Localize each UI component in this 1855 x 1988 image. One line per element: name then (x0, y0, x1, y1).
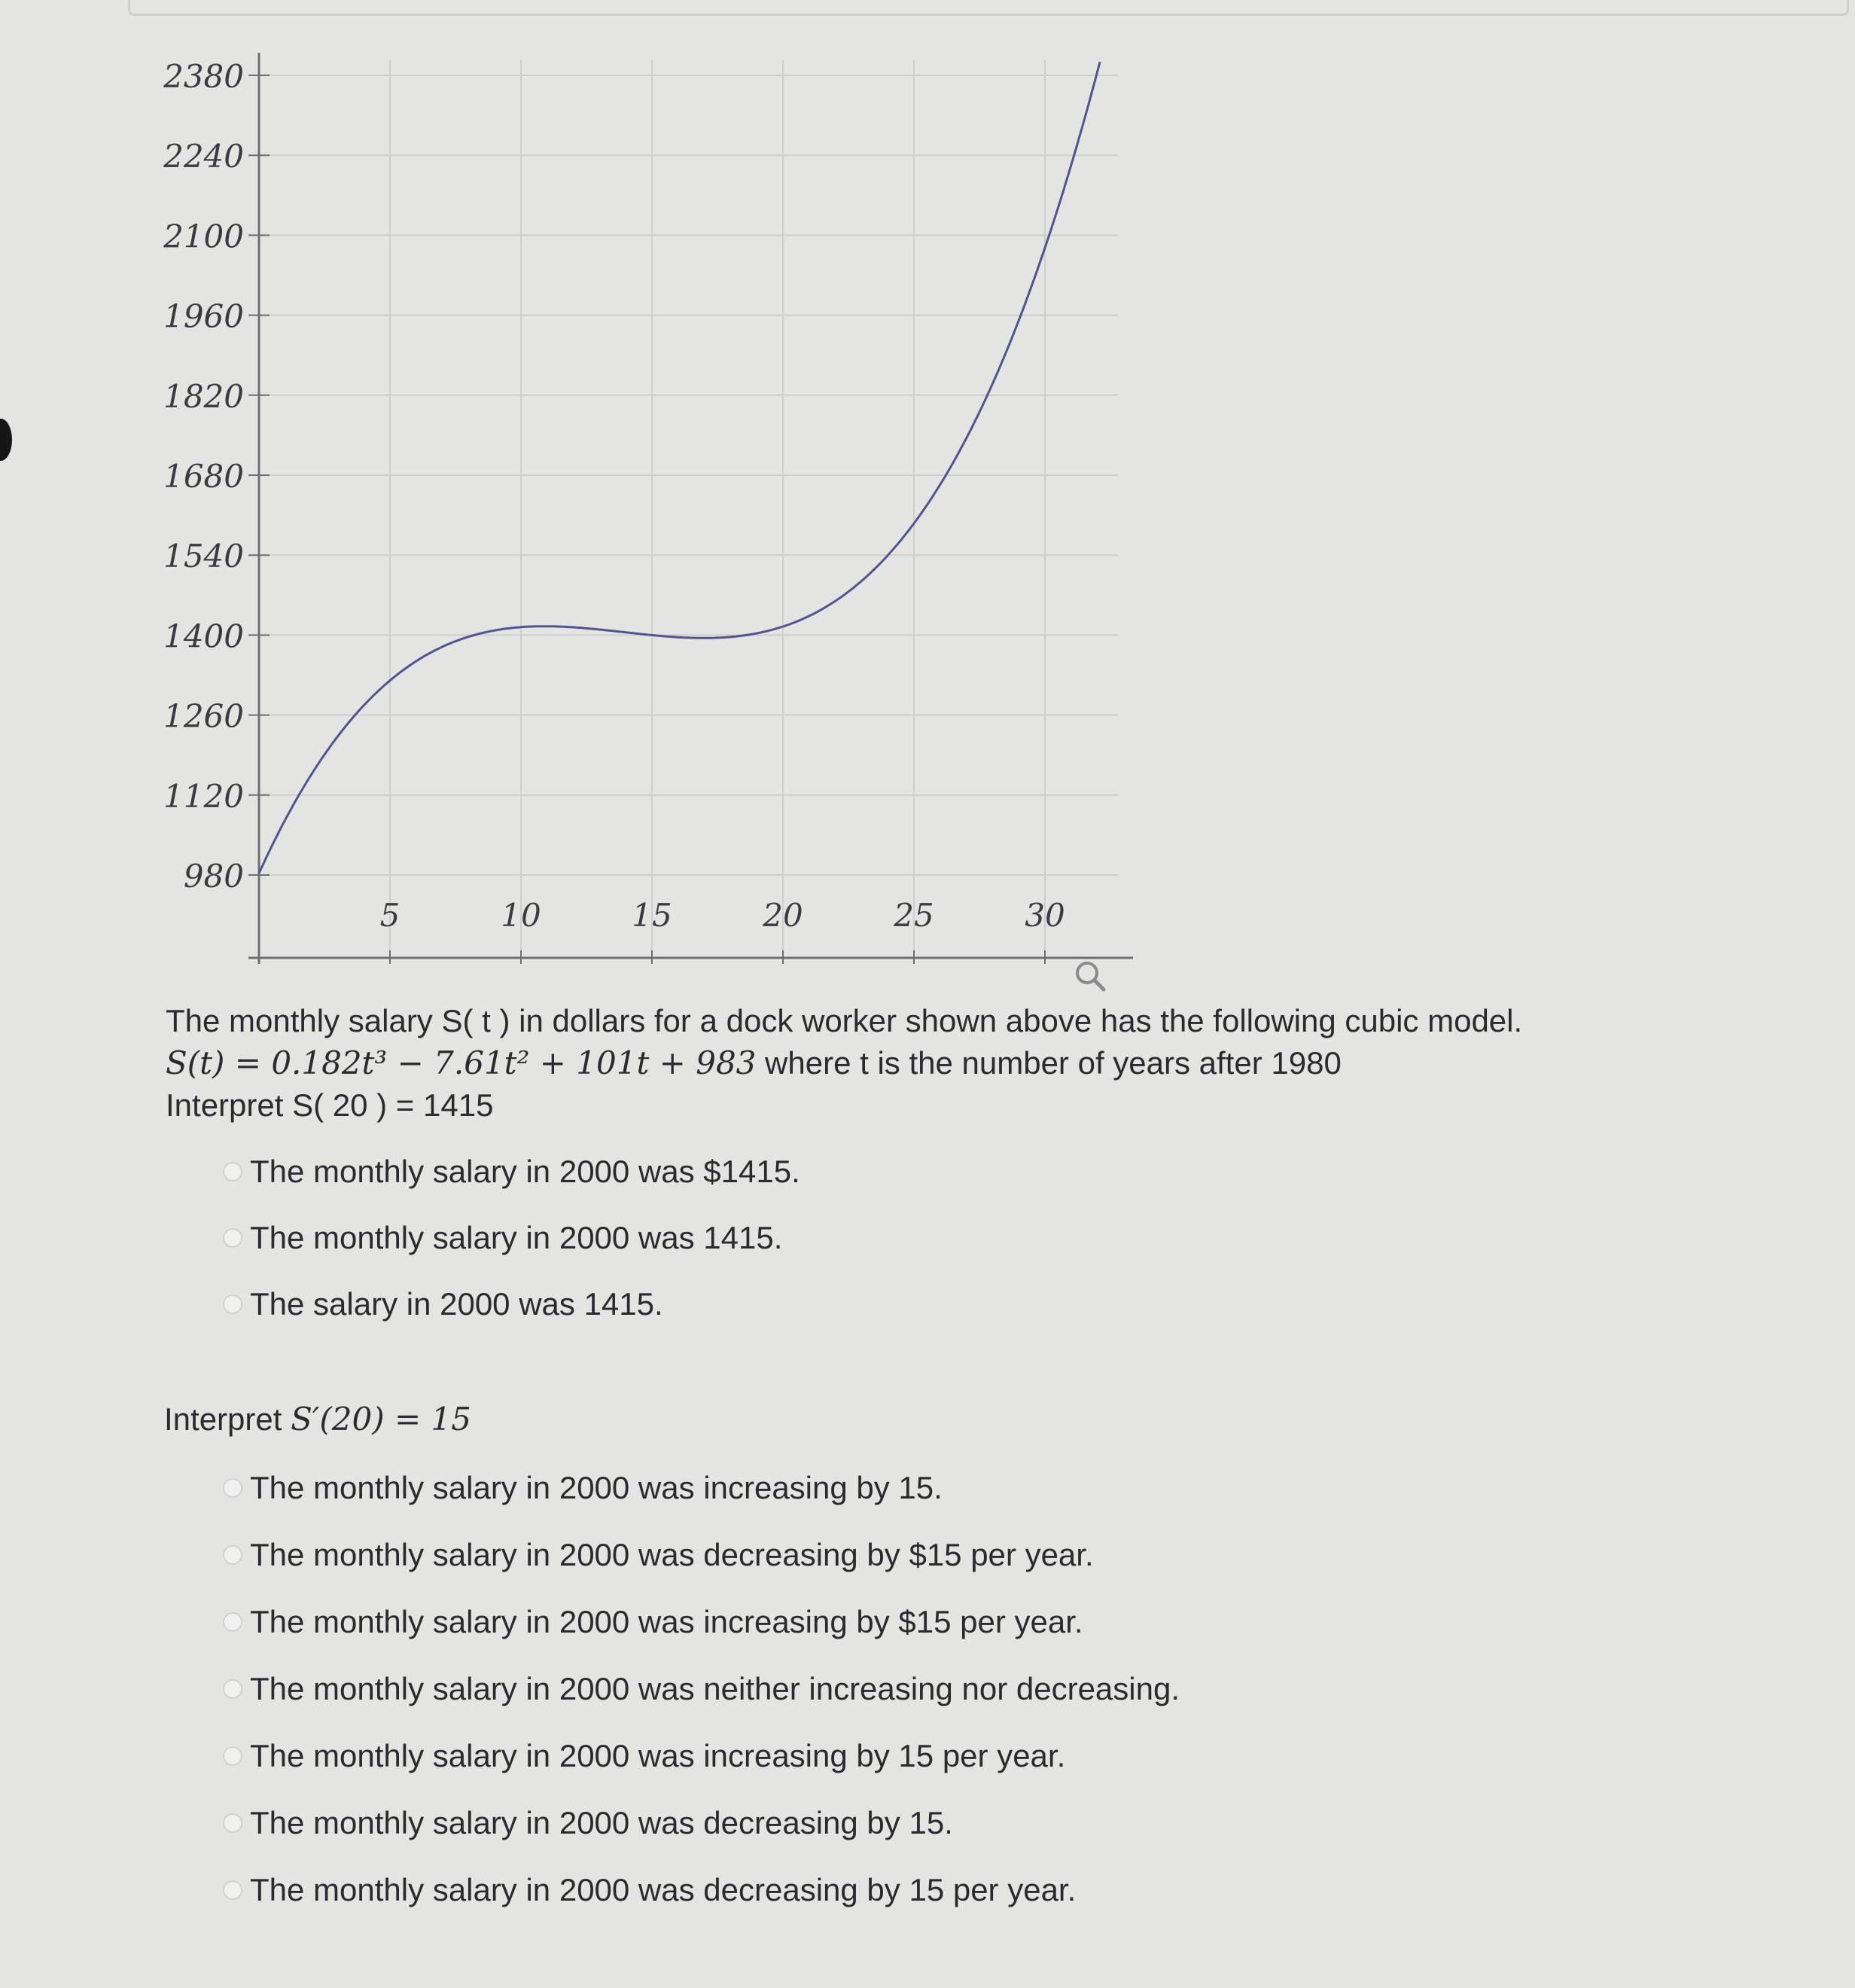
x-tick-label: 20 (763, 897, 803, 934)
option-label: The monthly salary in 2000 was decreasing by 15 per year. (250, 1872, 1077, 1907)
part2-option[interactable] (223, 1470, 943, 1506)
option-label: The monthly salary in 2000 was decreasing by 15. (250, 1805, 953, 1840)
option-label: The monthly salary in 2000 was increasing by 15 per year. (250, 1738, 1066, 1773)
x-tick-label: 30 (1025, 897, 1065, 934)
part2-option[interactable] (223, 1738, 1065, 1774)
x-tick-label: 15 (632, 897, 672, 934)
x-tick-label: 25 (894, 897, 934, 934)
radio-button[interactable] (223, 1813, 242, 1833)
x-tick-label: 5 (379, 897, 401, 934)
y-tick-label: 1960 (163, 297, 244, 335)
radio-button[interactable] (223, 1478, 242, 1498)
model-suffix: where t is the number of years after 1980 (756, 1045, 1342, 1081)
x-tick-label: 10 (501, 897, 541, 934)
magnifier-icon[interactable] (1072, 958, 1110, 996)
chart-tick-labels (163, 58, 1065, 934)
radio-button[interactable] (223, 1880, 242, 1900)
part2-option[interactable] (223, 1872, 1076, 1908)
y-tick-label: 1540 (163, 538, 244, 575)
question-intro: The monthly salary S( t ) in dollars for a dock worker shown above has the following cubic model. (166, 1003, 1523, 1038)
part2-prompt (164, 1401, 471, 1438)
salary-chart (0, 0, 1144, 979)
y-tick-label: 980 (183, 858, 244, 895)
y-tick-label: 1260 (163, 697, 244, 735)
y-tick-label: 1120 (163, 777, 244, 815)
y-tick-label: 2100 (163, 218, 244, 255)
option-label: The monthly salary in 2000 was increasing by 15. (250, 1470, 943, 1505)
part2-prompt-math: S′(20) = 15 (291, 1401, 471, 1438)
model-formula: S(t) = 0.182t³ − 7.61t² + 101t + 983 (166, 1044, 757, 1081)
option-label: The monthly salary in 2000 was decreasing by $15 per year. (250, 1537, 1094, 1572)
chart-grid (259, 60, 1118, 958)
part1-option[interactable] (223, 1286, 663, 1322)
radio-button[interactable] (223, 1545, 242, 1565)
y-tick-label: 1400 (163, 617, 244, 655)
part2-option[interactable] (223, 1537, 1094, 1573)
salary-curve (259, 62, 1100, 874)
radio-button[interactable] (223, 1228, 242, 1248)
y-tick-label: 2380 (163, 58, 244, 95)
radio-button[interactable] (223, 1746, 242, 1766)
part2-option[interactable] (223, 1604, 1083, 1640)
part1-prompt: Interpret S( 20 ) = 1415 (166, 1087, 494, 1123)
option-label: The salary in 2000 was 1415. (250, 1286, 663, 1322)
part1-option[interactable] (223, 1220, 782, 1256)
option-label: The monthly salary in 2000 was increasing by $15 per year. (250, 1604, 1083, 1639)
option-label: The monthly salary in 2000 was $1415. (250, 1154, 800, 1189)
part2-prompt-prefix: Interpret (164, 1401, 291, 1437)
y-tick-label: 2240 (163, 138, 244, 175)
radio-button[interactable] (223, 1162, 242, 1182)
radio-button[interactable] (223, 1612, 242, 1632)
question-text (166, 1000, 1522, 1127)
radio-button[interactable] (223, 1294, 242, 1314)
y-tick-label: 1680 (163, 458, 244, 495)
model-line (166, 1042, 1522, 1084)
chart-axes (248, 53, 1133, 964)
option-label: The monthly salary in 2000 was neither increasing nor decreasing. (250, 1671, 1180, 1706)
part2-option[interactable] (223, 1671, 1180, 1707)
part2-option[interactable] (223, 1805, 953, 1841)
y-tick-label: 1820 (163, 377, 244, 415)
part1-option[interactable] (223, 1154, 800, 1190)
radio-button[interactable] (223, 1679, 242, 1699)
option-label: The monthly salary in 2000 was 1415. (250, 1220, 783, 1255)
